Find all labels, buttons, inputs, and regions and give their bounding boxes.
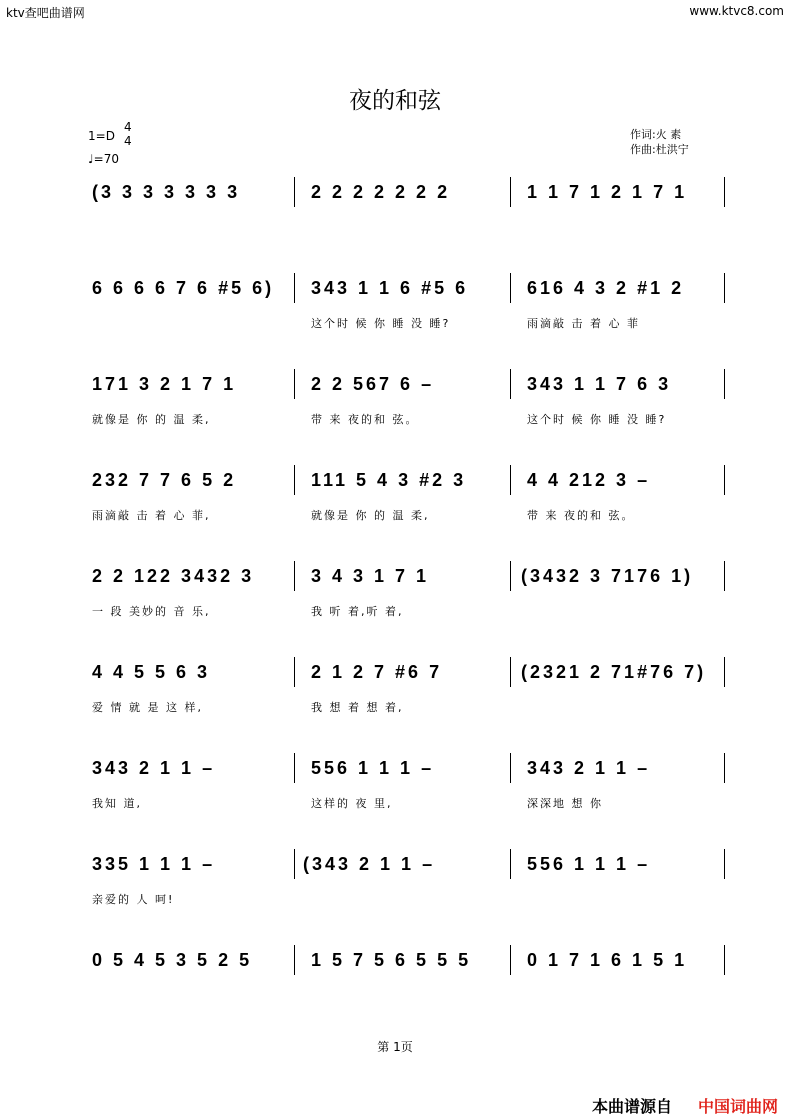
measure: 3 4 3 1 7 1 [311, 566, 430, 586]
measure: 232 7 7 6 5 2 [92, 470, 237, 490]
measure: 343 1 1 7 6 3 [527, 374, 672, 394]
bar-line [724, 945, 725, 975]
time-signature [124, 120, 132, 148]
lyric-line [0, 699, 790, 715]
measure: 556 1 1 1 – [311, 758, 435, 778]
bar-line [510, 945, 511, 975]
measure: 2 2 122 3432 3 [92, 566, 255, 586]
measure: (343 2 1 1 – [303, 854, 436, 874]
lyric: 带 来 夜的和 弦。 [311, 413, 419, 426]
bar-line [510, 753, 511, 783]
measure: 343 2 1 1 – [92, 758, 216, 778]
lyric: 就像是 你 的 温 柔, [311, 509, 430, 522]
lyric: 亲爱的 人 呵! [92, 893, 175, 906]
measure: 335 1 1 1 – [92, 854, 216, 874]
bar-line [724, 849, 725, 879]
bar-line [294, 945, 295, 975]
measure: 556 1 1 1 – [527, 854, 651, 874]
measure: 4 4 212 3 – [527, 470, 651, 490]
lyric: 雨滴敲 击 着 心 菲, [92, 509, 211, 522]
lyric-line [0, 603, 790, 619]
lyric: 这样的 夜 里, [311, 797, 393, 810]
lyricist-credit: 作词:火 素 [630, 128, 682, 141]
bar-line [724, 177, 725, 207]
bar-line [510, 369, 511, 399]
measure: 2 2 2 2 2 2 2 [311, 182, 451, 202]
tempo-value: =70 [93, 152, 119, 166]
measure: 0 1 7 1 6 1 5 1 [527, 950, 688, 970]
bar-line [294, 753, 295, 783]
notation-system [0, 561, 790, 591]
measure: (3 3 3 3 3 3 3 [92, 182, 241, 202]
lyric-line [0, 219, 790, 235]
notation-system [0, 945, 790, 975]
bar-line [510, 561, 511, 591]
bar-line [294, 465, 295, 495]
measure: 343 2 1 1 – [527, 758, 651, 778]
measure: 1 1 7 1 2 1 7 1 [527, 182, 688, 202]
song-title: 夜的和弦 [349, 88, 441, 114]
bar-line [724, 753, 725, 783]
measure: 1 5 7 5 6 5 5 5 [311, 950, 472, 970]
lyric: 爱 情 就 是 这 样, [92, 701, 203, 714]
notation-system [0, 657, 790, 687]
measure: (2321 2 71#76 7) [521, 662, 707, 682]
measure: 171 3 2 1 7 1 [92, 374, 237, 394]
measure: (3432 3 7176 1) [521, 566, 694, 586]
bar-line [724, 369, 725, 399]
bar-line [294, 849, 295, 879]
lyric: 雨滴敲 击 着 心 菲 [527, 317, 640, 330]
time-sig-top: 4 [124, 120, 132, 134]
lyric-line [0, 315, 790, 331]
bar-line [724, 657, 725, 687]
notation-system [0, 849, 790, 879]
bar-line [724, 465, 725, 495]
lyric-line [0, 507, 790, 523]
lyric: 我 想 着 想 着, [311, 701, 404, 714]
bar-line [510, 657, 511, 687]
measure: 6 6 6 6 7 6 #5 6) [92, 278, 275, 298]
notation-system [0, 465, 790, 495]
bar-line [294, 273, 295, 303]
notation-system [0, 177, 790, 207]
lyric-line [0, 891, 790, 907]
bar-line [294, 369, 295, 399]
lyric: 一 段 美妙的 音 乐, [92, 605, 211, 618]
bar-line [510, 849, 511, 879]
measure: 2 2 567 6 – [311, 374, 435, 394]
lyric: 我知 道, [92, 797, 142, 810]
measure: 2 1 2 7 #6 7 [311, 662, 443, 682]
bar-line [510, 465, 511, 495]
bar-line [294, 177, 295, 207]
source-site-link[interactable]: 中国词曲网 [697, 1097, 778, 1116]
measure: 0 5 4 5 3 5 2 5 [92, 950, 253, 970]
lyric-line [0, 411, 790, 427]
bar-line [724, 273, 725, 303]
source-label: 本曲谱源自 [591, 1097, 672, 1116]
page-number: 第 1页 [377, 1040, 413, 1054]
bar-line [294, 561, 295, 591]
quarter-note-icon: ♩ [88, 152, 94, 166]
key-signature: 1=D [88, 129, 115, 143]
lyric: 我 听 着,听 着, [311, 605, 404, 618]
notation-system [0, 369, 790, 399]
watermark-left: ktv查吧曲谱网 [6, 6, 85, 20]
bar-line [510, 177, 511, 207]
lyric-line [0, 795, 790, 811]
notation-system [0, 753, 790, 783]
bar-line [510, 273, 511, 303]
lyric: 这个时 候 你 睡 没 睡? [311, 317, 451, 330]
notation-system [0, 273, 790, 303]
tempo-marking [88, 152, 119, 166]
measure: 616 4 3 2 #1 2 [527, 278, 685, 298]
composer-credit: 作曲:杜洪宁 [630, 143, 689, 156]
measure: 111 5 4 3 #2 3 [311, 470, 467, 490]
lyric: 就像是 你 的 温 柔, [92, 413, 211, 426]
lyric: 这个时 候 你 睡 没 睡? [527, 413, 667, 426]
lyric-line [0, 987, 790, 1003]
lyric: 带 来 夜的和 弦。 [527, 509, 635, 522]
bar-line [294, 657, 295, 687]
time-sig-bottom: 4 [124, 134, 132, 148]
measure: 343 1 1 6 #5 6 [311, 278, 469, 298]
bar-line [724, 561, 725, 591]
lyric: 深深地 想 你 [527, 797, 603, 810]
credits [630, 127, 689, 157]
measure: 4 4 5 5 6 3 [92, 662, 211, 682]
watermark-right: www.ktvc8.com [689, 4, 784, 18]
